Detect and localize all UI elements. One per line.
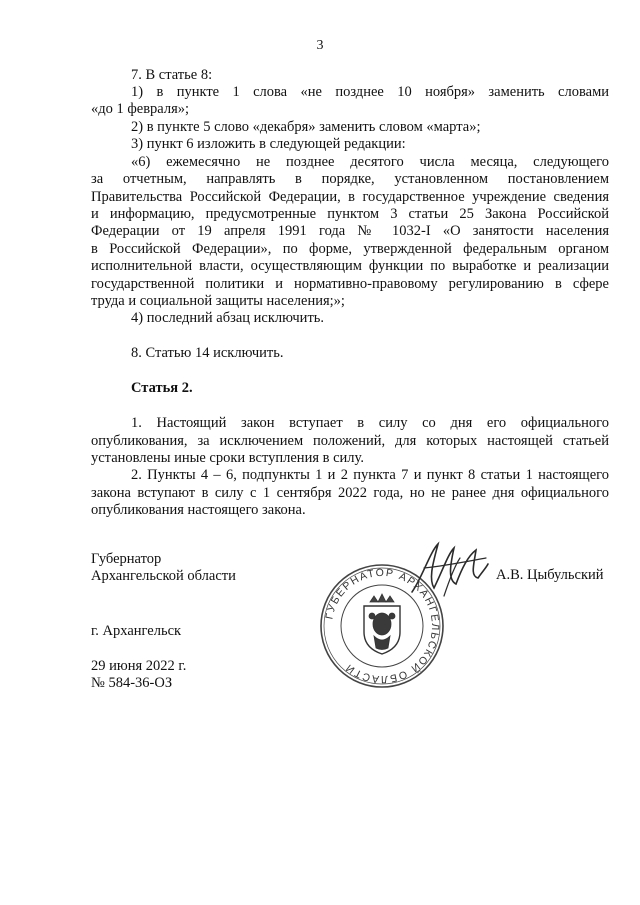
text-line: в Российской Федерации», по форме, утвержденной федеральным органом	[91, 241, 609, 257]
signatory-name: А.В. Цыбульский	[496, 567, 604, 583]
text-line: 1) в пункте 1 слова «не позднее 10 ноября» заменить словами	[131, 84, 609, 100]
text-line: исполнительной власти, осуществляющим функции по выработке и реализации	[91, 258, 609, 274]
text-line: «до 1 февраля»;	[91, 101, 190, 117]
text-line: и информацию, предусмотренные пунктом 3 статьи 25 Закона Российской	[91, 206, 609, 222]
text-line: закона вступают в силу с 1 сентября 2022 года, но не ранее дня официального	[91, 485, 609, 501]
text-line: «6) ежемесячно не позднее десятого числа месяца, следующего	[131, 154, 609, 170]
seal-text: ГУБЕРНАТОР АРХАНГЕЛЬСКОЙ ОБЛАСТИ	[323, 566, 442, 686]
text-line: 1. Настоящий закон вступает в силу со дня его официального	[131, 415, 609, 431]
footer-line: 29 июня 2022 г.	[91, 658, 187, 674]
text-line: 3) пункт 6 изложить в следующей редакции:	[131, 136, 406, 152]
footer-line: № 584-36-ОЗ	[91, 675, 173, 691]
coat-of-arms-icon	[364, 594, 400, 654]
text-line: Федерации от 19 апреля 1991 года № 1032-I «О занятости населения	[91, 223, 609, 239]
text-line: Правительства Российской Федерации, в государственное учреждение сведения	[91, 189, 609, 205]
text-line: опубликования настоящего закона.	[91, 502, 306, 518]
text-line: 2) в пункте 5 слово «декабря» заменить словом «марта»;	[131, 119, 481, 135]
text-line: труда и социальной защиты населения;»;	[91, 293, 345, 309]
footer-line: Губернатор	[91, 551, 162, 567]
text-line: Статья 2.	[131, 380, 193, 396]
text-line: 7. В статье 8:	[131, 67, 213, 83]
text-line: 8. Статью 14 исключить.	[131, 345, 284, 361]
text-line: 4) последний абзац исключить.	[131, 310, 325, 326]
footer-line: г. Архангельск	[91, 623, 182, 639]
text-line: опубликования, за исключением положений, для которых настоящей статьей	[91, 433, 609, 449]
handwritten-signature	[404, 538, 490, 600]
page-number: 3	[316, 38, 324, 53]
text-line: государственной политики и нормативно-правовому регулированию в сфере	[91, 276, 609, 292]
text-line: 2. Пункты 4 – 6, подпункты 1 и 2 пункта 7 и пункт 8 статьи 1 настоящего	[131, 467, 609, 483]
footer-line: Архангельской области	[91, 568, 236, 584]
text-line: за отчетным, направлять в порядке, установленном постановлением	[91, 171, 609, 187]
text-line: установлены иные сроки вступления в силу.	[91, 450, 364, 466]
